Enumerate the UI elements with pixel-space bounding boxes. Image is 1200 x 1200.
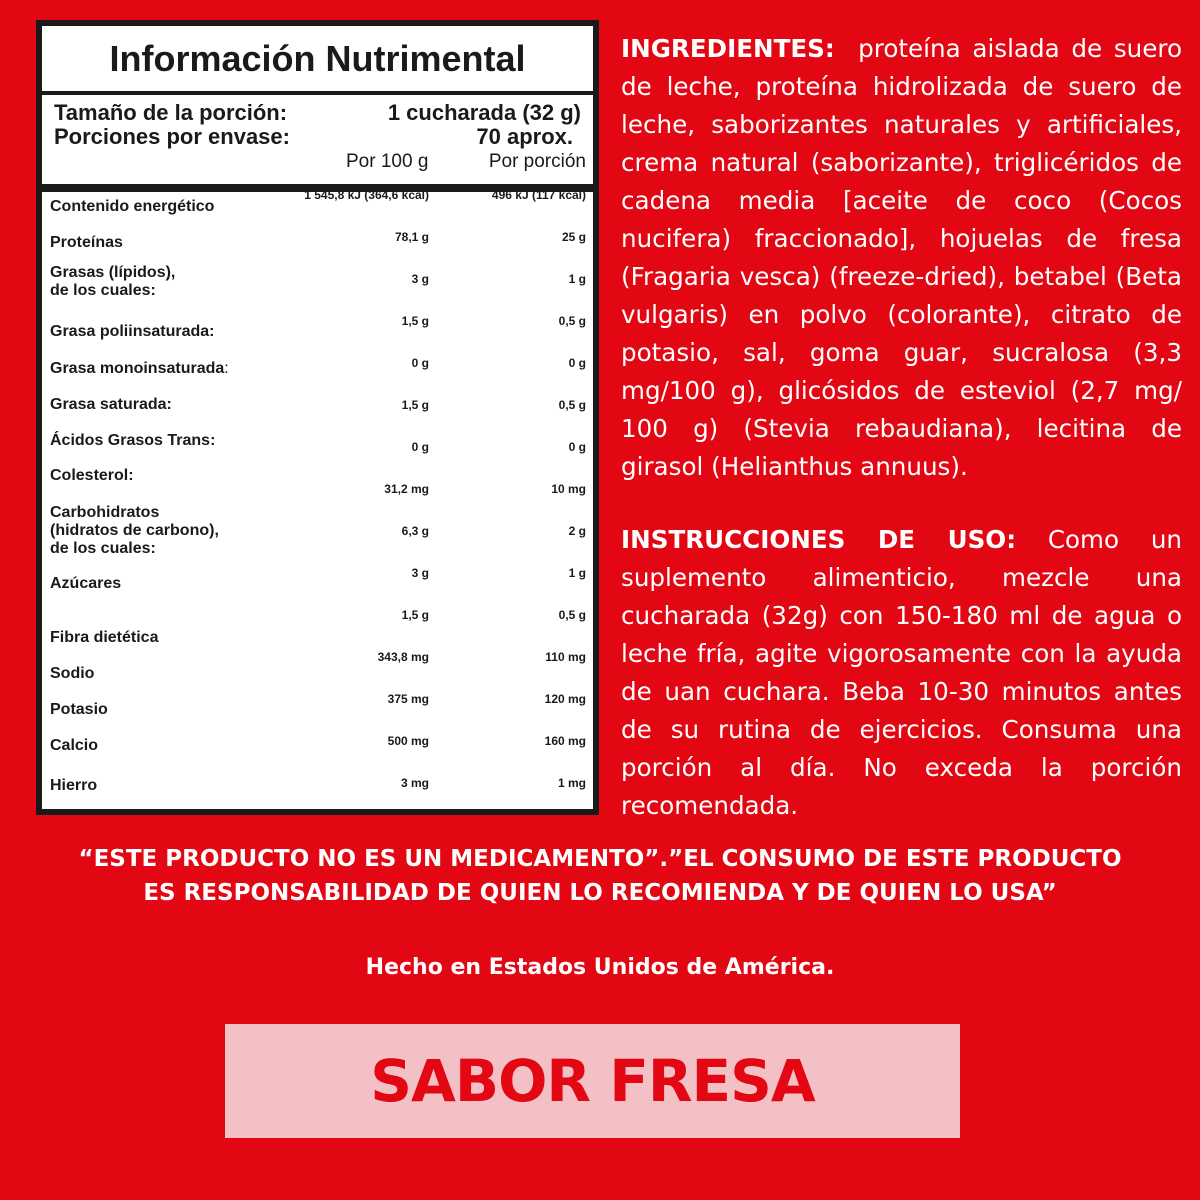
nutrition-title: Información Nutrimental xyxy=(109,38,526,79)
nutrient-value-per-100g: 0 g xyxy=(411,440,429,454)
nutrient-value-per-100g: 0 g xyxy=(411,356,429,370)
disclaimer-line-2: ES RESPONSABILIDAD DE QUIEN LO RECOMIENDA Y DE QUIEN LO USA” xyxy=(143,880,1057,906)
nutrient-value-per-serving: 2 g xyxy=(568,524,586,538)
nutrient-label: Grasa poliinsaturada: xyxy=(50,323,215,340)
servings-label: Porciones por envase: xyxy=(54,124,290,149)
nutrient-value-per-serving: 1 mg xyxy=(557,776,586,790)
nutrient-label: Contenido energético xyxy=(50,198,215,215)
nutrient-value-per-serving: 0,5 g xyxy=(558,608,586,622)
column-header-per-100g: Por 100 g xyxy=(346,151,429,172)
nutrient-label: Colesterol: xyxy=(50,467,134,484)
serving-size-value: 1 cucharada (32 g) xyxy=(387,100,581,125)
ingredients-heading: INGREDIENTES: xyxy=(621,34,835,63)
nutrient-value-per-100g: 3 mg xyxy=(400,776,429,790)
nutrient-value-per-serving: 0,5 g xyxy=(558,314,586,328)
nutrient-value-per-serving: 120 mg xyxy=(544,692,586,706)
instructions-text: Como un suplemento alimenticio, mezcle una cucharada (32g) con 150-180 ml de agua o leche fría, agite vigorosamente con la ayuda de uan cuchara. Beba 10-30 minutos antes de su rutina de ejercicios. Consuma una porción al día. No exceda la porción recomendada. xyxy=(621,525,1182,820)
nutrient-label: Grasa monoinsaturada: xyxy=(50,360,229,377)
nutrient-value-per-serving: 110 mg xyxy=(545,650,586,664)
servings-row xyxy=(54,124,581,150)
nutrient-value-per-serving: 160 mg xyxy=(544,734,586,748)
ingredients-text: proteína aislada de suero de leche, proteína hidrolizada de suero de leche, saborizantes naturales y artificiales, crema natural (saborizante), triglicéridos de cadena media [aceite de coco (Cocos nucifera) fraccionado], hojuelas de fresa (Fragaria vesca) (freeze-dried), betabel (Beta vulgaris) en polvo (colorante), citrato de potasio, sal, goma guar, sucralosa (3,3 mg/100 g), glicósidos de esteviol (2,7 mg/ 100 g) (Stevia rebaudiana), lecitina de girasol (Helianthus annuus). xyxy=(621,34,1182,481)
nutrient-value-per-100g: 1,5 g xyxy=(401,314,429,328)
nutrient-value-per-serving: 1 g xyxy=(568,566,586,580)
nutrient-label: Calcio xyxy=(50,737,99,754)
nutrient-label: Sodio xyxy=(50,665,95,682)
disclaimer-line-1: “ESTE PRODUCTO NO ES UN MEDICAMENTO”.”EL CONSUMO DE ESTE PRODUCTO xyxy=(78,846,1122,872)
servings-value: 70 aprox. xyxy=(476,124,573,149)
nutrient-value-per-100g: 78,1 g xyxy=(394,230,429,244)
nutrient-value-per-100g: 1,5 g xyxy=(401,398,429,412)
nutrient-label: Proteínas xyxy=(50,234,123,251)
nutrient-value-per-100g: 1 545,8 kJ (364,6 kcal) xyxy=(304,188,429,202)
nutrition-card xyxy=(42,26,593,809)
flavor-label: SABOR FRESA xyxy=(370,1047,815,1115)
instructions-heading: INSTRUCCIONES DE USO: xyxy=(621,525,1017,554)
nutrient-value-per-serving: 0 g xyxy=(568,356,586,370)
nutrient-value-per-100g: 6,3 g xyxy=(401,524,429,538)
nutrient-value-per-serving: 25 g xyxy=(561,230,586,244)
nutrient-value-per-serving: 1 g xyxy=(568,272,586,286)
flavor-banner xyxy=(225,1024,960,1138)
nutrient-label: Hierro xyxy=(50,777,98,794)
serving-size-row xyxy=(54,100,581,126)
nutrient-value-per-100g: 3 g xyxy=(411,566,429,580)
nutrient-value-per-100g: 31,2 mg xyxy=(384,482,429,496)
nutrient-label: Azúcares xyxy=(50,575,122,592)
nutrient-value-per-serving: 10 mg xyxy=(551,482,586,496)
nutrient-value-per-serving: 496 kJ (117 kcal) xyxy=(491,188,586,202)
instructions-paragraph xyxy=(621,521,1182,825)
nutrient-label: Ácidos Grasos Trans: xyxy=(50,432,216,449)
ingredients-paragraph xyxy=(621,30,1182,486)
nutrient-label: Carbohidratos (hidratos de carbono), de los cuales: xyxy=(50,504,219,557)
nutrient-label: Potasio xyxy=(50,701,108,718)
nutrition-facts-panel xyxy=(36,20,599,815)
nutrient-value-per-100g: 1,5 g xyxy=(401,608,429,622)
serving-size-label: Tamaño de la porción: xyxy=(54,100,288,125)
nutrient-label: Fibra dietética xyxy=(50,629,159,646)
nutrient-value-per-serving: 0,5 g xyxy=(558,398,586,412)
divider xyxy=(42,91,593,95)
nutrient-label: Grasa saturada: xyxy=(50,396,172,413)
disclaimer xyxy=(0,842,1200,910)
column-header-per-serving: Por porción xyxy=(488,151,586,172)
nutrient-value-per-serving: 0 g xyxy=(568,440,586,454)
made-in-label: Hecho en Estados Unidos de América. xyxy=(365,955,835,980)
nutrient-value-per-100g: 3 g xyxy=(411,272,429,286)
nutrient-label: Grasas (lípidos), de los cuales: xyxy=(50,264,176,299)
nutrient-value-per-100g: 375 mg xyxy=(387,692,429,706)
nutrient-value-per-100g: 500 mg xyxy=(387,734,429,748)
nutrient-value-per-100g: 343,8 mg xyxy=(377,650,429,664)
